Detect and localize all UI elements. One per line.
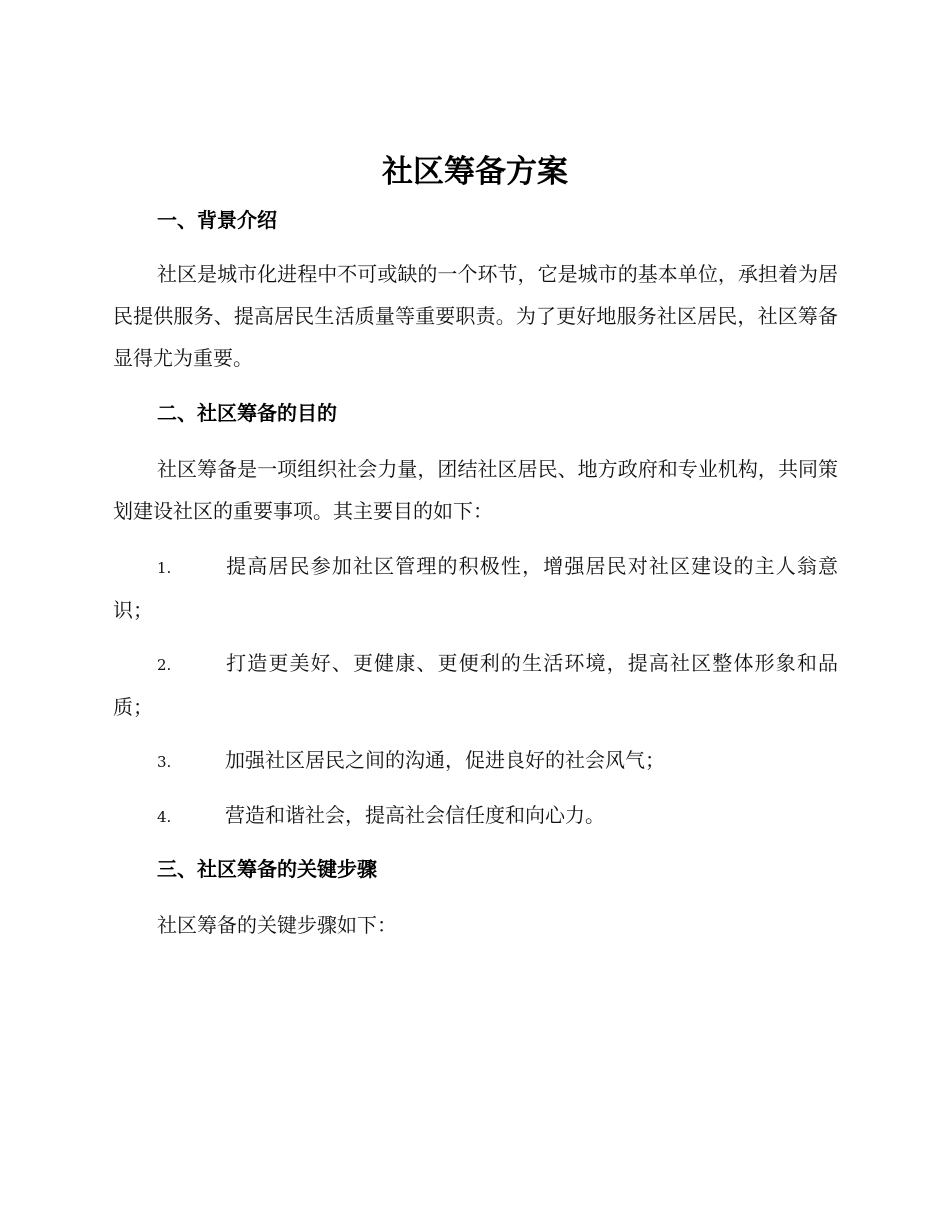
list-item-text: 营造和谐社会，提高社会信任度和向心力。 — [225, 803, 605, 827]
list-item-number: 3. — [157, 753, 172, 771]
section-heading-background: 一、背景介绍 — [157, 208, 277, 232]
section-paragraph-steps: 社区筹备的关键步骤如下： — [157, 913, 397, 937]
section-paragraph-background: 社区是城市化进程中不可或缺的一个环节，它是城市的基本单位，承担着为居民提供服务、提高居民生活质量等重要职责。为了更好地服务社区居民，社区筹备显得尤为重要。 — [113, 262, 838, 370]
list-item-number: 2. — [157, 656, 172, 674]
list-item — [113, 545, 838, 631]
list-item-number: 4. — [157, 808, 172, 826]
list-item-text: 加强社区居民之间的沟通，促进良好的社会风气； — [225, 748, 665, 772]
list-item — [113, 794, 838, 838]
list-item-text: 提高居民参加社区管理的积极性，增强居民对社区建设的主人翁意识； — [113, 554, 838, 622]
section-heading-steps: 三、社区筹备的关键步骤 — [157, 857, 377, 881]
list-item-text: 打造更美好、更健康、更便利的生活环境，提高社区整体形象和品质； — [113, 651, 838, 719]
section-paragraph-purpose: 社区筹备是一项组织社会力量，团结社区居民、地方政府和专业机构，共同策划建设社区的重要事项。其主要目的如下： — [113, 457, 838, 523]
list-item — [113, 739, 838, 783]
section-heading-purpose: 二、社区筹备的目的 — [157, 401, 337, 425]
list-item — [113, 642, 838, 728]
document-title: 社区筹备方案 — [382, 154, 568, 190]
list-item-number: 1. — [157, 559, 172, 577]
